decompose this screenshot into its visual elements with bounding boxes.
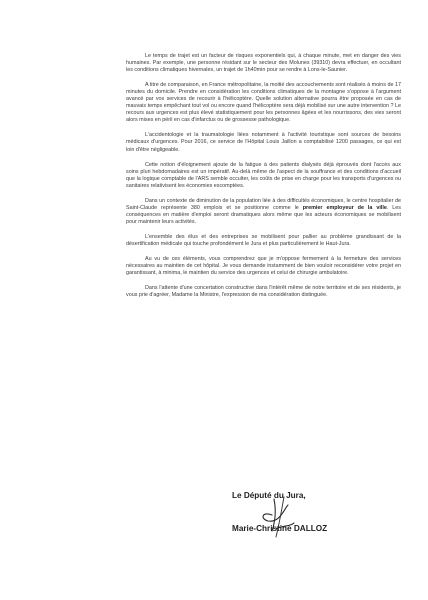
paragraph-employment [126,198,401,226]
letter-body [126,53,401,307]
paragraph-travel-time: Le temps de trajet est un facteur de risques exponentiels qui, à chaque minute, met en danger des vies humaines. Par exemple, une personne résidant sur le secteur des Molunes (39310) devra effectuer, en occultant les conditions climatiques hivernales, un trajet de 1h40min pour se rendre à Lons-le-Saunier. [126,53,401,74]
signature-name: Marie-Christine DALLOZ [232,524,328,533]
paragraph-opposition: Au vu de ces éléments, vous comprendrez que je m'oppose fermement à la fermeture des services nécessaires au maintien de cet hôpital. Je vous demande instamment de bien vouloir reconsidérer votre projet en garantissant, à minima, le maintien du service des urgences et celui de chirurgie ambulatoire. [126,256,401,277]
handwritten-signature [232,485,352,545]
paragraph-closing: Dans l'attente d'une concertation constructive dans l'intérêt même de notre territoire et de ses résidents, je vous prie d'agréer, Madame la Ministre, l'expression de ma considération distinguée. [126,285,401,299]
paragraph-comparison: A titre de comparaison, en France métropolitaine, la moitié des accouchements sont réalisés à moins de 17 minutes du domicile. Prendre en considération les conditions climatiques de la montagne s'oppose à l'argument avancé par vos services de recourir à l'hélicoptère. Quelle solution alternative pourra être proposée en cas de mauvais temps empêchant tout vol ou encore quand l'hélicoptère sera déjà mobilisé sur une autre intervention ? Le recours aux urgences est plus élevé statistiquement pour les personnes âgées et les nourrissons, des vies seront alors mises en péril en cas d'infarctus ou de grossesse pathologique. [126,82,401,124]
employment-tail: . Les conséquences en matière d'emploi seront dramatiques alors même que les acteurs économiques se mobilisent pour maintenir leurs activités. [126,204,401,225]
paragraph-accidentology: L'accidentologie et la traumatologie liées notamment à l'activité touristique sont sources de besoins médicaux d'urgences. Pour 2016, ce service de l'Hôpital Louis Jaillon a comptabilisé 1200 passages, ce qui est loin d'être négligeable. [126,132,401,153]
paragraph-mobilization: L'ensemble des élus et des entreprises se mobilisent pour pallier au problème grandissant de la désertification médicale qui touche profondément le Jura et plus particulièrement le Haut-Jura. [126,233,401,247]
paragraph-distance: Cette notion d'éloignement ajoute de la fatigue à des patients dialysés déjà éprouvés dont l'accès aux soins pluri hebdomadaires est un impératif. Au-delà même de l'aspect de la souffrance et des conditions d'accueil que la logique comptable de l'ARS semble occulter, les coûts de prise en charge pour les transports d'urgences ou sanitaires relativisent les économies escomptées. [126,161,401,189]
employment-intro: Dans un contexte de diminution de la population liée à des difficultés économiques, le centre hospitalier de Saint-Claude représente 380 emplois et se positionne comme le [126,197,401,211]
signature-title: Le Député du Jura, [232,491,306,500]
employment-highlight: premier employeur de la ville [302,204,387,211]
